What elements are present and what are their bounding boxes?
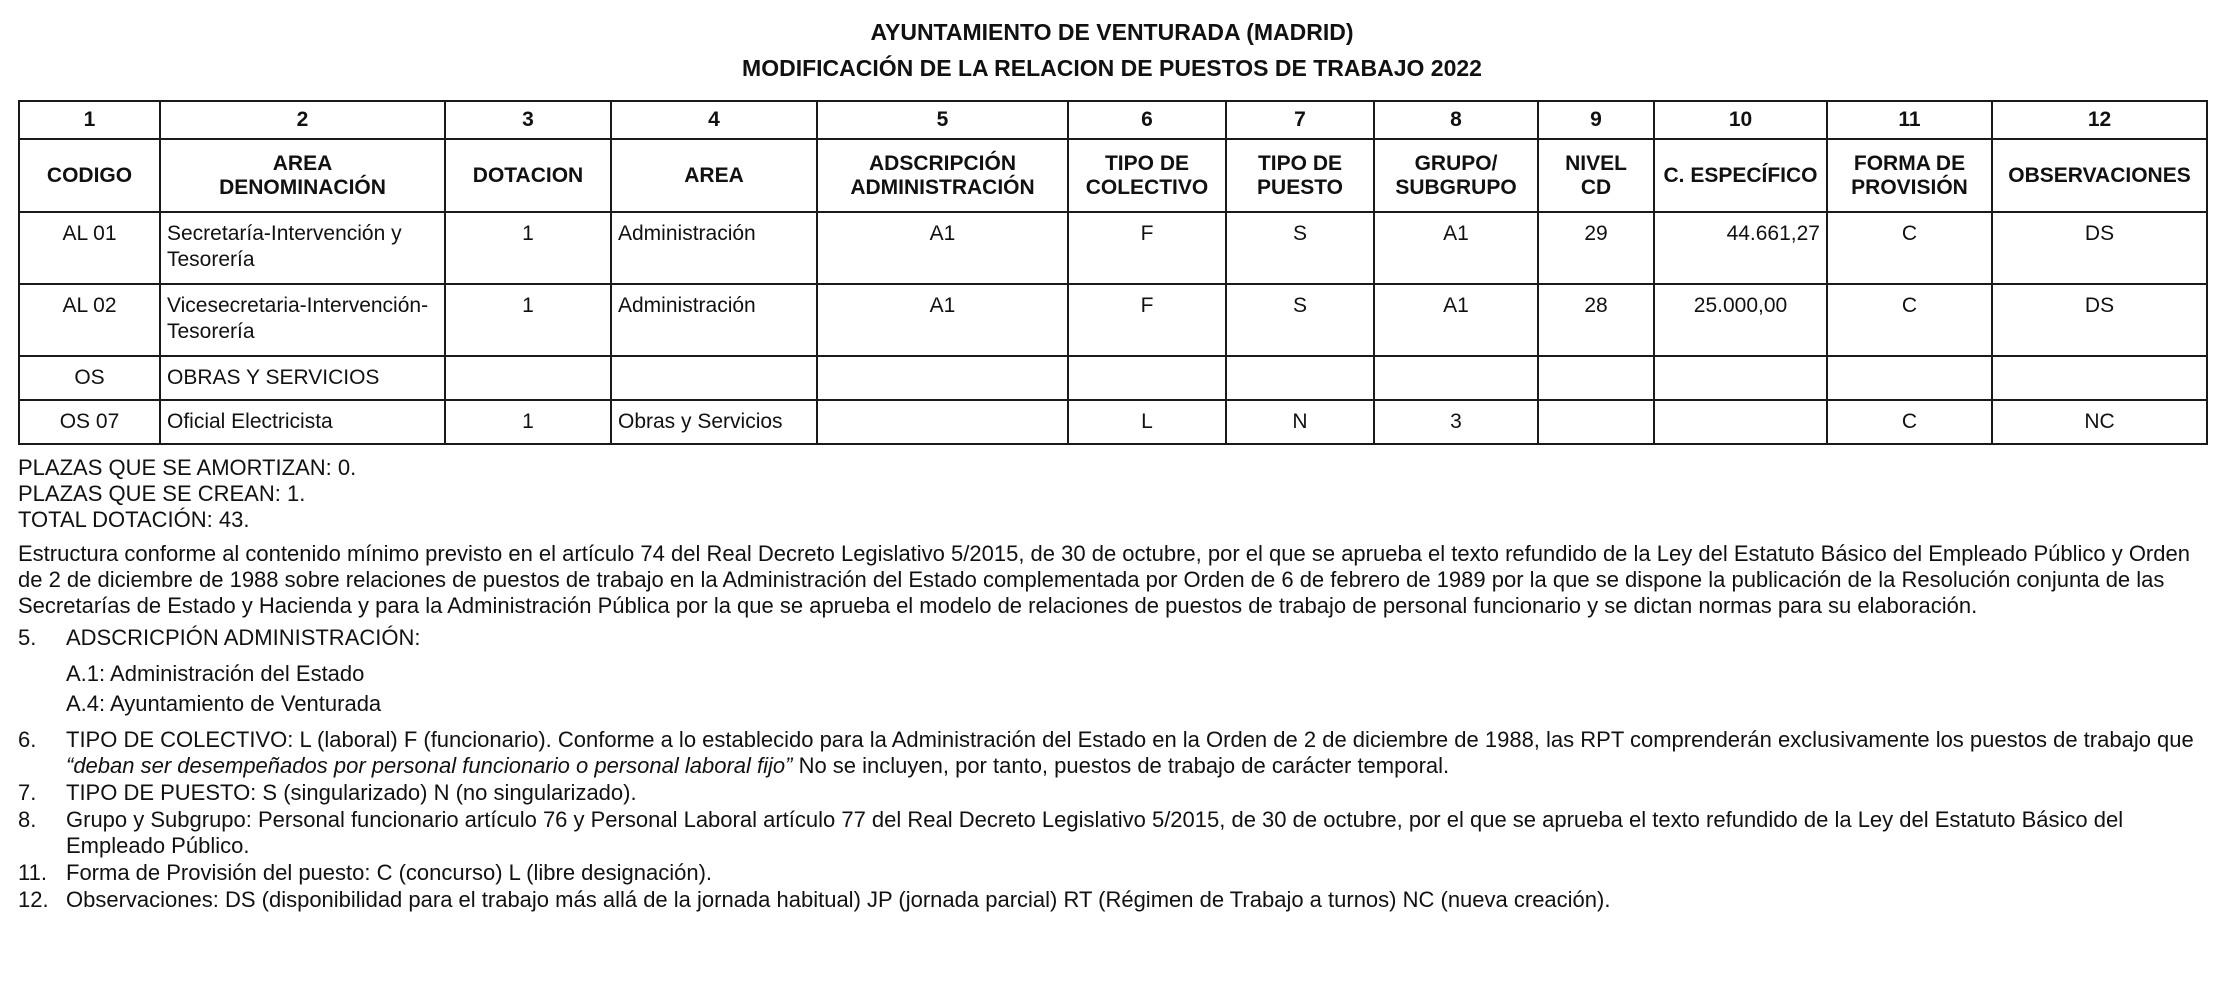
column-number-row: [19, 101, 2207, 139]
note-8: [18, 807, 2206, 859]
cell-tipo-puesto: S: [1226, 284, 1374, 356]
cell-nivel: 28: [1538, 284, 1654, 356]
note-text: ADSCRICPIÓN ADMINISTRACIÓN:: [66, 625, 421, 650]
cell-tipo-colectivo: F: [1068, 212, 1226, 284]
cell-observaciones: DS: [1992, 212, 2207, 284]
document-page: [18, 14, 2206, 914]
note-7: [18, 780, 2206, 806]
cell-forma-provision: C: [1827, 212, 1992, 284]
cell-c-especifico: 44.661,27: [1654, 212, 1827, 284]
col-number: 10: [1654, 101, 1827, 139]
header-area-denominacion: AREA DENOMINACIÓN: [160, 139, 445, 212]
cell-adscripcion: [817, 400, 1068, 444]
document-title-line2: MODIFICACIÓN DE LA RELACION DE PUESTOS DE TRABAJO 2022: [742, 55, 1482, 81]
cell-observaciones: NC: [1992, 400, 2207, 444]
col-number: 3: [445, 101, 611, 139]
cell-area: Administración: [611, 284, 817, 356]
table-row: [19, 284, 2207, 356]
note-number: 11.: [18, 860, 47, 885]
col-number: 11: [1827, 101, 1992, 139]
note-11: [18, 860, 2206, 886]
estructura-paragraph: Estructura conforme al contenido mínimo previsto en el artículo 74 del Real Decreto Legislativo 5/2015, de 30 de octubre, por el que se aprueba el texto refundido de la Ley del Estatuto Básico del Empleado Público y Orden de 2 de diciembre de 1988 sobre relaciones de puestos de trabajo en la Administración del Estado complementada por Orden de 6 de febrero de 1989 por la que se dispone la publicación de la Resolución conjunta de las Secretarías de Estado y Hacienda y para la Administración Pública por la que se aprueba el modelo de relaciones de puestos de trabajo de personal funcionario y se dictan normas para su elaboración.: [18, 541, 2190, 618]
cell-area: Obras y Servicios: [611, 400, 817, 444]
cell-grupo: A1: [1374, 212, 1538, 284]
cell-denominacion: Secretaría-Intervención y Tesorería: [160, 212, 445, 284]
total-dotacion: TOTAL DOTACIÓN: 43.: [18, 507, 250, 532]
notes-list: [18, 625, 2206, 913]
note-text: Forma de Provisión del puesto: C (concurso) L (libre designación).: [66, 860, 713, 885]
cell-area: [611, 356, 817, 400]
cell-denominacion: OBRAS Y SERVICIOS: [160, 356, 445, 400]
cell-denominacion: Oficial Electricista: [160, 400, 445, 444]
note-text: TIPO DE COLECTIVO: L (laboral) F (funcionario). Conforme a lo establecido para la Administración del Estado en la Orden de 2 de diciembre de 1988, las RPT comprenderán exclusivamente los puestos de trabajo que: [66, 727, 2194, 752]
cell-nivel: 29: [1538, 212, 1654, 284]
cell-tipo-colectivo: [1068, 356, 1226, 400]
cell-denominacion: Vicesecretaria-Intervención-Tesorería: [160, 284, 445, 356]
cell-grupo: A1: [1374, 284, 1538, 356]
col-number: 2: [160, 101, 445, 139]
document-title-line1: AYUNTAMIENTO DE VENTURADA (MADRID): [870, 19, 1354, 45]
cell-nivel: [1538, 400, 1654, 444]
note-quote: “deban ser desempeñados por personal funcionario o personal laboral fijo”: [66, 753, 793, 778]
cell-tipo-puesto: N: [1226, 400, 1374, 444]
header-adscripcion: ADSCRIPCIÓN ADMINISTRACIÓN: [817, 139, 1068, 212]
col-number: 7: [1226, 101, 1374, 139]
note-number: 6.: [18, 727, 37, 752]
cell-adscripcion: [817, 356, 1068, 400]
header-tipo-puesto: TIPO DE PUESTO: [1226, 139, 1374, 212]
col-number: 9: [1538, 101, 1654, 139]
cell-dotacion: [445, 356, 611, 400]
rpt-table: [18, 100, 2208, 445]
note-5: [18, 625, 2206, 651]
note-5-sub-a1: A.1: Administración del Estado: [66, 661, 365, 686]
cell-forma-provision: C: [1827, 284, 1992, 356]
header-tipo-colectivo: TIPO DE COLECTIVO: [1068, 139, 1226, 212]
header-dotacion: DOTACION: [445, 139, 611, 212]
note-text: Observaciones: DS (disponibilidad para el trabajo más allá de la jornada habitual) JP (jornada parcial) RT (Régimen de Trabajo a turnos) NC (nueva creación).: [66, 887, 1611, 912]
cell-area: Administración: [611, 212, 817, 284]
cell-tipo-colectivo: L: [1068, 400, 1226, 444]
cell-tipo-puesto: [1226, 356, 1374, 400]
note-number: 12.: [18, 887, 49, 912]
header-codigo: CODIGO: [19, 139, 160, 212]
cell-adscripcion: A1: [817, 284, 1068, 356]
cell-forma-provision: C: [1827, 400, 1992, 444]
cell-dotacion: 1: [445, 284, 611, 356]
cell-codigo: AL 02: [19, 284, 160, 356]
cell-c-especifico: [1654, 356, 1827, 400]
table-row: [19, 356, 2207, 400]
cell-tipo-colectivo: F: [1068, 284, 1226, 356]
plazas-crean: PLAZAS QUE SE CREAN: 1.: [18, 481, 306, 506]
cell-grupo: 3: [1374, 400, 1538, 444]
table-row: [19, 212, 2207, 284]
summary-block: [18, 455, 2206, 533]
col-number: 8: [1374, 101, 1538, 139]
cell-observaciones: DS: [1992, 284, 2207, 356]
col-number: 12: [1992, 101, 2207, 139]
note-12: [18, 887, 2206, 913]
cell-nivel: [1538, 356, 1654, 400]
note-number: 5.: [18, 625, 37, 650]
cell-c-especifico: 25.000,00: [1654, 284, 1827, 356]
note-5-sublist: [18, 659, 2206, 719]
note-text-tail: No se incluyen, por tanto, puestos de trabajo de carácter temporal.: [792, 753, 1450, 778]
cell-codigo: OS 07: [19, 400, 160, 444]
note-number: 8.: [18, 807, 37, 832]
note-text: TIPO DE PUESTO: S (singularizado) N (no singularizado).: [66, 780, 637, 805]
col-number: 1: [19, 101, 160, 139]
col-number: 6: [1068, 101, 1226, 139]
note-number: 7.: [18, 780, 37, 805]
column-header-row: [19, 139, 2207, 212]
cell-codigo: AL 01: [19, 212, 160, 284]
cell-dotacion: 1: [445, 400, 611, 444]
note-text: Grupo y Subgrupo: Personal funcionario artículo 76 y Personal Laboral artículo 77 del Real Decreto Legislativo 5/2015, de 30 de octubre, por el que se aprueba el texto refundido de la Ley del Estatuto Básico del Empleado Público.: [66, 807, 2124, 858]
col-number: 5: [817, 101, 1068, 139]
cell-adscripcion: A1: [817, 212, 1068, 284]
cell-codigo: OS: [19, 356, 160, 400]
cell-tipo-puesto: S: [1226, 212, 1374, 284]
plazas-amortizan: PLAZAS QUE SE AMORTIZAN: 0.: [18, 455, 357, 480]
note-6: [18, 727, 2206, 779]
col-number: 4: [611, 101, 817, 139]
cell-observaciones: [1992, 356, 2207, 400]
table-row: [19, 400, 2207, 444]
cell-forma-provision: [1827, 356, 1992, 400]
cell-dotacion: 1: [445, 212, 611, 284]
header-c-especifico: C. ESPECÍFICO: [1654, 139, 1827, 212]
header-observaciones: OBSERVACIONES: [1992, 139, 2207, 212]
header-grupo-subgrupo: GRUPO/ SUBGRUPO: [1374, 139, 1538, 212]
cell-c-especifico: [1654, 400, 1827, 444]
cell-grupo: [1374, 356, 1538, 400]
header-area: AREA: [611, 139, 817, 212]
header-nivel-cd: NIVEL CD: [1538, 139, 1654, 212]
note-5-sub-a4: A.4: Ayuntamiento de Venturada: [66, 691, 382, 716]
header-forma-provision: FORMA DE PROVISIÓN: [1827, 139, 1992, 212]
